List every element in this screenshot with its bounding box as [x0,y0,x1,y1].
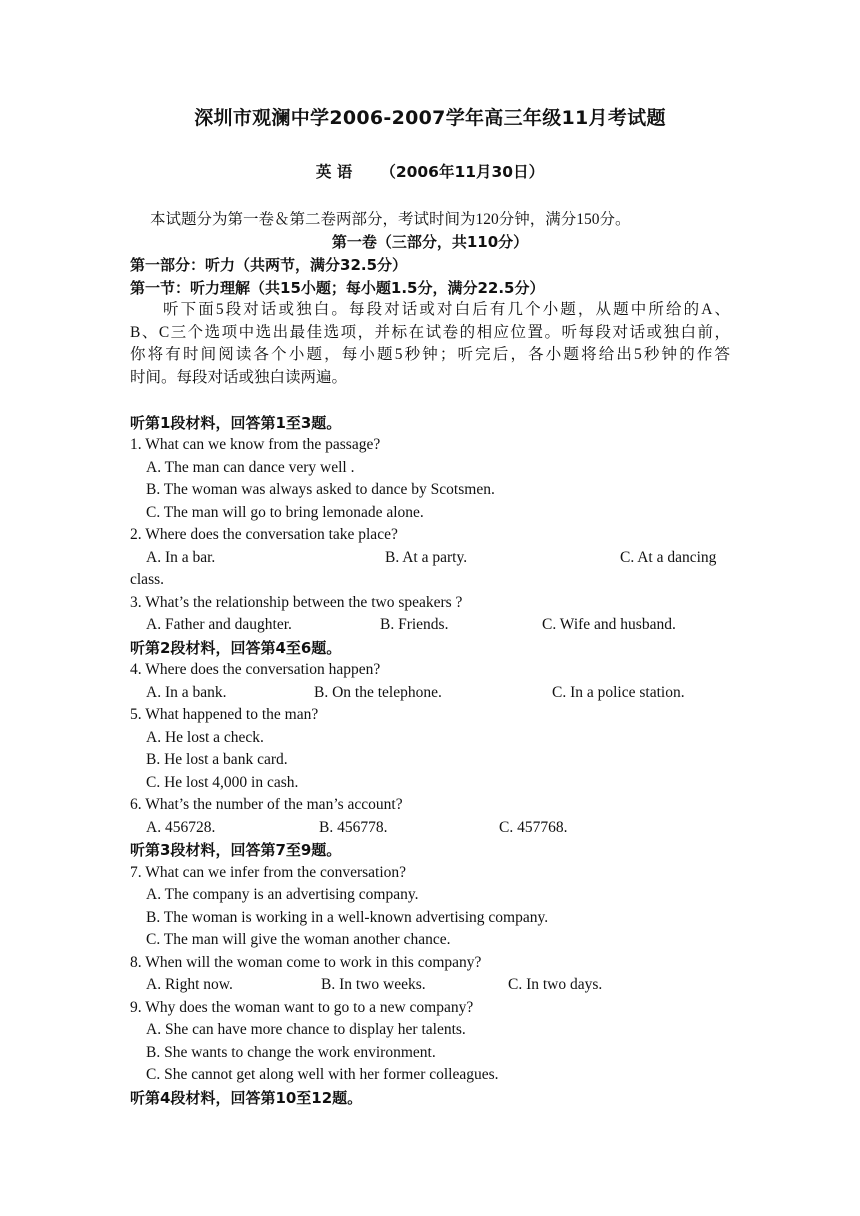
group-heading-4: 听第4段材料，回答第10至12题。 [130,1089,363,1107]
question-9-stem: 9. Why does the woman want to go to a new company? [130,999,474,1016]
question-7-stem: 7. What can we infer from the conversation? [130,864,407,881]
exam-date: （2006年11月30日） [380,163,545,181]
volume-heading: 第一卷（三部分，共110分） [331,233,529,251]
question-9-option-c: C. She cannot get along well with her former colleagues. [146,1066,499,1083]
question-8-option-c: C. In two days. [508,976,603,993]
question-6-option-b: B. 456778. [319,819,388,836]
question-8-stem: 8. When will the woman come to work in this company? [130,954,482,971]
question-4-option-b: B. On the telephone. [314,684,442,701]
group-heading-1: 听第1段材料，回答第1至3题。 [130,414,342,432]
question-3-option-c: C. Wife and husband. [542,616,676,633]
question-2-option-c: C. At a dancing [620,549,717,566]
part-heading: 第一部分：听力（共两节，满分32.5分） [130,256,408,274]
question-5-option-c: C. He lost 4,000 in cash. [146,774,299,791]
page-title: 深圳市观澜中学2006-2007学年高三年级11月考试题 [194,107,666,129]
question-6-option-a: A. 456728. [146,819,216,836]
instructions-line-4: 时间。每段对话或独白读两遍。 [130,369,348,386]
instructions-line-3: 你将有时间阅读各个小题，每小题5秒钟；听完后，各小题将给出5秒钟的作答 [130,346,730,363]
question-6-stem: 6. What’s the number of the man’s account? [130,796,403,813]
question-7-option-b: B. The woman is working in a well-known advertising company. [146,909,549,926]
question-5-option-b: B. He lost a bank card. [146,751,288,768]
instructions-line-2: B、C三个选项中选出最佳选项，并标在试卷的相应位置。听每段对话或独白前， [130,324,730,341]
exam-subject-line [0,161,860,183]
question-7-option-c: C. The man will give the woman another chance. [146,931,451,948]
exam-note: 本试题分为第一卷＆第二卷两部分，考试时间为120分钟，满分150分。 [150,211,631,228]
question-8-option-a: A. Right now. [146,976,233,993]
question-3-option-b: B. Friends. [380,616,449,633]
question-1-option-b: B. The woman was always asked to dance by Scotsmen. [146,481,495,498]
group-heading-2: 听第2段材料，回答第4至6题。 [130,639,342,657]
question-3-option-a: A. Father and daughter. [146,616,292,633]
question-1-stem: 1. What can we know from the passage? [130,436,381,453]
question-9-option-b: B. She wants to change the work environment. [146,1044,436,1061]
question-6-option-c: C. 457768. [499,819,568,836]
question-7-option-a: A. The company is an advertising company. [146,886,419,903]
question-4-option-c: C. In a police station. [552,684,685,701]
instructions-line-1: 听下面5段对话或独白。每段对话或对白后有几个小题，从题中所给的A、 [163,301,730,318]
question-4-option-a: A. In a bank. [146,684,227,701]
question-9-option-a: A. She can have more chance to display her talents. [146,1021,466,1038]
question-4-stem: 4. Where does the conversation happen? [130,661,381,678]
question-2-option-b: B. At a party. [385,549,468,566]
group-heading-3: 听第3段材料，回答第7至9题。 [130,841,342,859]
question-8-option-b: B. In two weeks. [321,976,426,993]
question-1-option-c: C. The man will go to bring lemonade alone. [146,504,424,521]
question-5-stem: 5. What happened to the man? [130,706,319,723]
section-heading: 第一节：听力理解（共15小题；每小题1.5分，满分22.5分） [130,279,545,297]
question-2-stem: 2. Where does the conversation take place? [130,526,398,543]
question-2-option-c-continued: class. [130,571,165,588]
question-5-option-a: A. He lost a check. [146,729,264,746]
question-1-option-a: A. The man can dance very well . [146,459,355,476]
subject-label: 英 语 [315,163,353,181]
question-2-option-a: A. In a bar. [146,549,216,566]
question-3-stem: 3. What’s the relationship between the two speakers ? [130,594,463,611]
